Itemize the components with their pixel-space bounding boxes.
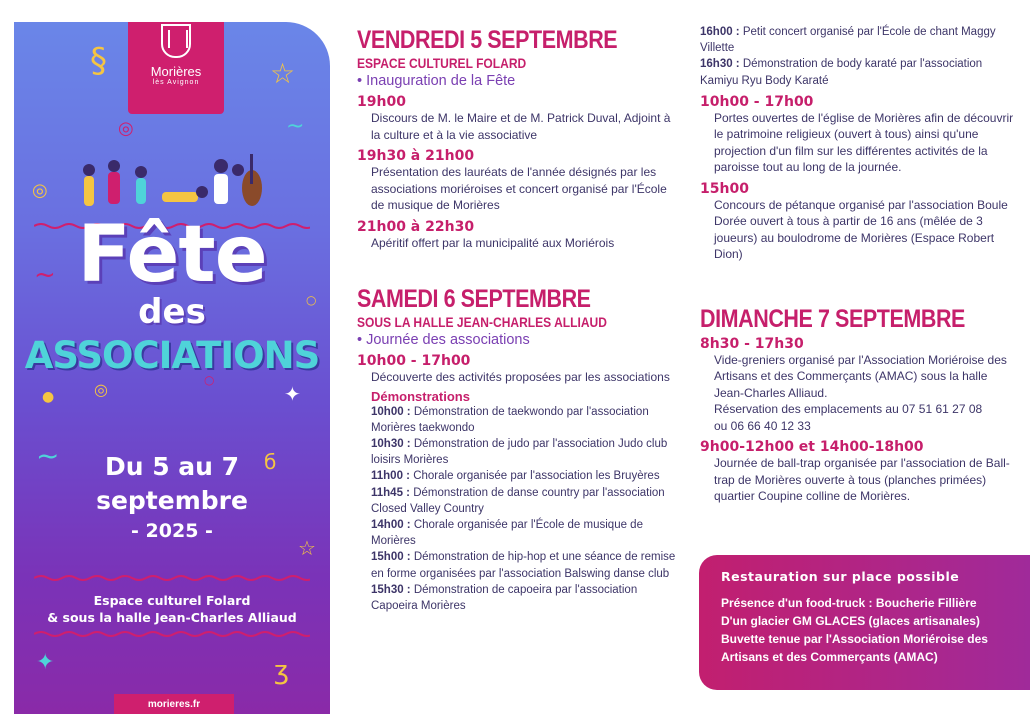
spiral-icon: ◎ [94,380,108,399]
crest-icon [161,24,191,58]
squiggle-icon: б [264,450,277,474]
demo-item: 11h45 : Démonstration de danse country par l'association Closed Valley Country [371,486,665,515]
programme-column-middle [357,26,677,614]
venue-line-2: & sous la halle Jean-Charles Alliaud [47,610,297,625]
logo-subtitle: lès Avignon [152,79,200,86]
event-time: 21h00 à 22h30 [357,218,475,235]
poster-title-associations: ASSOCIATIONS [24,334,320,377]
squiggle-icon: § [90,41,107,81]
venue-line-1: Espace culturel Folard [93,593,251,608]
event-time: 19h30 à 21h00 [357,148,475,164]
poster-title-des: des [138,292,206,332]
poster-dates [14,450,330,544]
friday-title: VENDREDI 5 SEPTEMBRE [357,26,618,54]
demo-item: 10h00 : Démonstration de taekwondo par l'association Morières taekwondo [371,405,649,434]
restauration-line: Buvette tenue par l'Association Moriéroise des [721,632,988,646]
demo-item: 16h00 : Petit concert organisé par l'École de chant Maggy Villette [700,26,996,55]
saturday-place: SOUS LA HALLE JEAN-CHARLES ALLIAUD [357,314,607,330]
event-description: Vide-greniers organisé par l'Association Moriéroise des Artisans et des Commerçants (AMAC) sous la halle Jean-Charles Alliaud. [714,352,1007,400]
poster-title-fete: Fête [77,210,267,300]
spiral-icon: ◎ [32,180,48,201]
event-description: Présentation des lauréats de l'année désignés par les associations moriéroises et concert organisé par l'École de musique de Morières [371,165,667,212]
dates-line-2: septembre [96,486,248,515]
star-icon: ☆ [270,57,296,90]
event-description: Portes ouvertes de l'église de Morières afin de découvrir le patrimoine religieux (ouvert à tous) ainsi qu'une projection d'un film sur les différentes activités de la paroisse tout au long de la journée. [714,110,1014,175]
squiggle-icon: ~ [286,114,305,139]
circle-icon: ○ [204,373,215,387]
friday-bullet: • Inauguration de la Fête [357,73,516,89]
demo-item: 15h00 : Démonstration de hip-hop et une séance de remise en forme organisées par l'association Balswing danse club [371,551,676,580]
spiral-icon: ◎ [118,118,134,139]
star-icon: ☆ [298,536,316,560]
demonstrations-heading: Démonstrations [371,388,470,404]
squiggle-icon: ~ [34,260,56,290]
event-description: Apéritif offert par la municipalité aux Moriérois [371,235,615,250]
squiggle-icon: ~ [36,439,60,472]
sunday-title: DIMANCHE 7 SEPTEMBRE [700,304,965,333]
dates-line-3: - 2025 - [131,520,213,542]
circle-icon: ○ [306,293,317,307]
morieres-logo [128,22,224,114]
event-description: Journée de ball-trap organisée par l'association de Ball-trap de Morières ouverte à tous (planches primées) quartier Coupine colline de Morières. [714,456,1010,504]
event-time: 10h00 - 17h00 [357,353,471,369]
poster-panel [14,22,330,714]
event-time: 10h00 - 17h00 [700,93,814,110]
restauration-line: Présence d'un food-truck : Boucherie Fillière [721,596,977,610]
poster-venue [14,592,330,626]
demo-item: 10h30 : Démonstration de judo par l'association Judo club loisirs Morières [371,437,668,467]
saturday-title: SAMEDI 6 SEPTEMBRE [357,285,591,313]
event-reservation-phone: ou 06 66 40 12 33 [714,418,811,433]
event-time: 9h00-12h00 et 14h00-18h00 [700,439,924,456]
logo-name: Morières [150,64,202,79]
saturday-bullet: • Journée des associations [357,332,530,348]
event-reservation: Réservation des emplacements au 07 51 61 27 08 [714,402,983,417]
squiggle-icon: ʒ [274,656,290,686]
event-time: 19h00 [357,94,406,110]
demo-item: 15h30 : Démonstration de capoeira par l'association Capoeira Morières [371,583,638,612]
event-description: Concours de pétanque organisé par l'association Boule Dorée ouvert à tous à partir de 16 ans (mêlée de 3 joueurs) au boulodrome de Morières (Espace Robert Dion) [714,197,1008,262]
event-time: 8h30 - 17h30 [700,335,804,352]
programme-column-right [700,24,1020,505]
restauration-title: Restauration sur place possible [721,569,960,584]
demo-item: 14h00 : Chorale organisée par l'École de musique de Morières [371,518,643,548]
demo-item: 11h00 : Chorale organisée par l'association les Bruyères [371,470,660,483]
sparkle-icon: ✦ [284,382,301,406]
wave-divider [34,630,310,638]
event-description: Découverte des activités proposées par les associations [371,370,670,384]
dates-line-1: Du 5 au 7 [104,452,240,481]
event-time: 15h00 [700,180,749,197]
restauration-box [699,555,1030,690]
event-description: Discours de M. le Maire et de M. Patrick Duval, Adjoint à la culture et à la vie associative [371,111,671,142]
restauration-line: Artisans et des Commerçants (AMAC) [721,650,938,664]
sparkle-icon: ✦ [36,650,55,675]
restauration-line: D'un glacier GM GLACES (glaces artisanales) [721,614,980,628]
demo-item: 16h30 : Démonstration de body karaté par l'association Kamiyu Ryu Body Karaté [700,58,983,87]
wave-divider [34,574,310,582]
friday-place: ESPACE CULTUREL FOLARD [357,55,527,71]
circle-icon: ● [42,389,55,405]
website-badge: morieres.fr [114,694,234,714]
